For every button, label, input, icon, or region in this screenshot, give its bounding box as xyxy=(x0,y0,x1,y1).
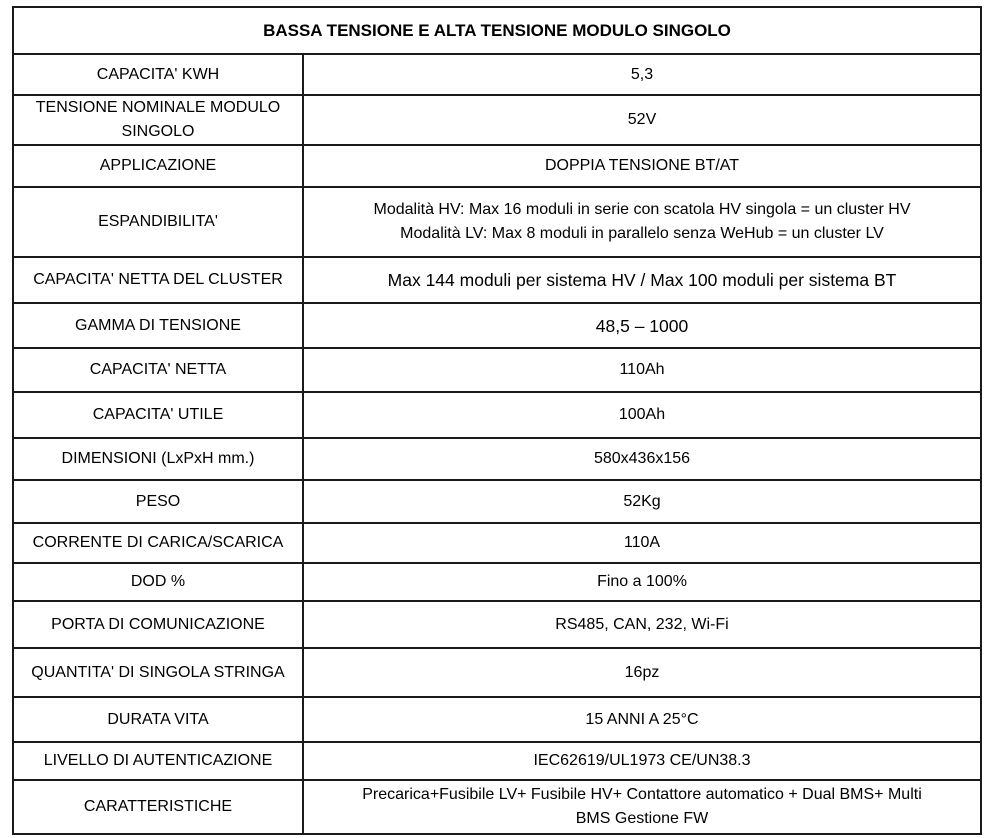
row-label: PESO xyxy=(13,480,303,523)
row-value: 110A xyxy=(303,523,981,563)
row-value: IEC62619/UL1973 CE/UN38.3 xyxy=(303,742,981,780)
table-row xyxy=(13,257,981,303)
row-label: CAPACITA' KWH xyxy=(13,54,303,95)
row-value-line-2: BMS Gestione FW xyxy=(575,810,709,827)
table-row xyxy=(13,480,981,523)
row-label: DURATA VITA xyxy=(13,697,303,742)
row-label: TENSIONE NOMINALE MODULO SINGOLO xyxy=(13,95,303,145)
row-value xyxy=(303,187,981,257)
row-label: CAPACITA' UTILE xyxy=(13,392,303,438)
table-row xyxy=(13,348,981,392)
row-label: GAMMA DI TENSIONE xyxy=(13,303,303,348)
row-value: 5,3 xyxy=(303,54,981,95)
row-value-line-2: Modalità LV: Max 8 moduli in parallelo senza WeHub = un cluster LV xyxy=(400,225,884,242)
row-value: 100Ah xyxy=(303,392,981,438)
row-value: 52V xyxy=(303,95,981,145)
row-label: APPLICAZIONE xyxy=(13,145,303,187)
row-label: CARATTERISTICHE xyxy=(13,780,303,834)
table-row xyxy=(13,145,981,187)
table-row xyxy=(13,742,981,780)
table-row xyxy=(13,601,981,648)
row-value: DOPPIA TENSIONE BT/AT xyxy=(303,145,981,187)
row-value: 580x436x156 xyxy=(303,438,981,480)
row-value: RS485, CAN, 232, Wi-Fi xyxy=(303,601,981,648)
row-value: 52Kg xyxy=(303,480,981,523)
table-row xyxy=(13,392,981,438)
row-value-line-1: Modalità HV: Max 16 moduli in serie con scatola HV singola = un cluster HV xyxy=(373,201,911,218)
row-value: Fino a 100% xyxy=(303,563,981,601)
row-value-line-1: Precarica+Fusibile LV+ Fusibile HV+ Contattore automatico + Dual BMS+ Multi xyxy=(362,786,922,803)
table-row xyxy=(13,780,981,834)
table-row xyxy=(13,95,981,145)
row-label: CORRENTE DI CARICA/SCARICA xyxy=(13,523,303,563)
table-title-row xyxy=(13,7,981,54)
row-value: 48,5 – 1000 xyxy=(303,303,981,348)
table-row xyxy=(13,303,981,348)
row-value: 15 ANNI A 25°C xyxy=(303,697,981,742)
table-row xyxy=(13,697,981,742)
row-label: CAPACITA' NETTA DEL CLUSTER xyxy=(13,257,303,303)
row-label: ESPANDIBILITA' xyxy=(13,187,303,257)
row-value: Max 144 moduli per sistema HV / Max 100 moduli per sistema BT xyxy=(303,257,981,303)
table-row xyxy=(13,523,981,563)
row-label: CAPACITA' NETTA xyxy=(13,348,303,392)
row-label: DOD % xyxy=(13,563,303,601)
table-row xyxy=(13,563,981,601)
table-row xyxy=(13,648,981,697)
table-title: BASSA TENSIONE E ALTA TENSIONE MODULO SINGOLO xyxy=(13,7,981,54)
row-value xyxy=(303,780,981,834)
row-label: LIVELLO DI AUTENTICAZIONE xyxy=(13,742,303,780)
row-label: PORTA DI COMUNICAZIONE xyxy=(13,601,303,648)
table-row xyxy=(13,54,981,95)
row-value: 16pz xyxy=(303,648,981,697)
row-value: 110Ah xyxy=(303,348,981,392)
row-label: QUANTITA' DI SINGOLA STRINGA xyxy=(13,648,303,697)
table-row xyxy=(13,438,981,480)
spec-table xyxy=(12,6,982,835)
table-row xyxy=(13,187,981,257)
row-label: DIMENSIONI (LxPxH mm.) xyxy=(13,438,303,480)
